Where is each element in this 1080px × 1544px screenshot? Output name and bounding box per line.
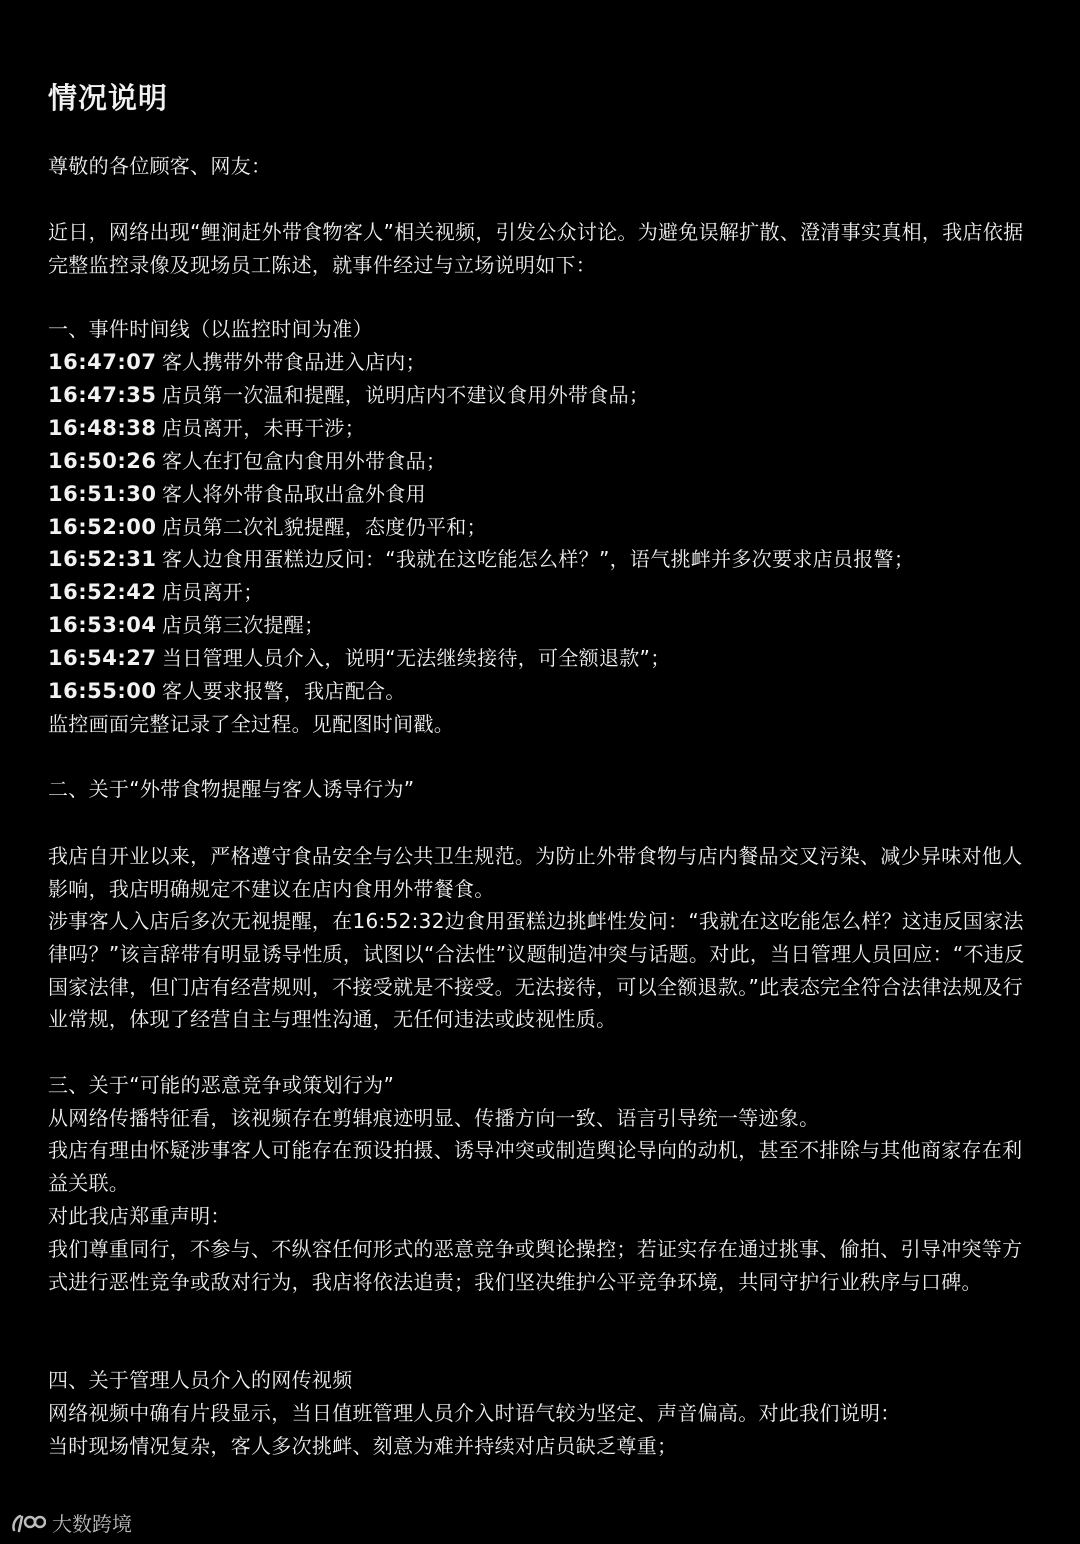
timeline-row (48, 642, 671, 675)
document-title: 情况说明 (48, 81, 169, 115)
section3-paragraph-2: 我店有理由怀疑涉事客人可能存在预设拍摄、诱导冲突或制造舆论导向的动机，甚至不排除与其他商家存在利益关联。 (48, 1138, 1023, 1195)
timeline-row (48, 675, 406, 708)
timeline-row (48, 543, 914, 576)
timeline-row (48, 511, 487, 544)
section1-heading: 一、事件时间线（以监控时间为准） (48, 317, 373, 341)
timeline-time: 16:48:38 (48, 415, 157, 440)
timeline-text: 店员第一次温和提醒，说明店内不建议食用外带食品； (162, 382, 650, 407)
section3-paragraph-4: 我们尊重同行，不参与、不纵容任何形式的恶意竞争或舆论操控；若证实存在通过挑事、偷拍、引导冲突等方式进行恶性竞争或敌对行为，我店将依法追责；我们坚决维护公平竞争环境，共同守护行业秩序与口碑。 (48, 1237, 1023, 1294)
timeline-time: 16:52:00 (48, 514, 157, 539)
timeline-text: 客人边食用蛋糕边反问：“我就在这吃能怎么样？”，语气挑衅并多次要求店员报警； (162, 547, 915, 572)
timeline-row (48, 609, 324, 642)
timeline-text: 客人将外带食品取出盒外食用 (162, 481, 426, 506)
timeline-footer: 监控画面完整记录了全过程。见配图时间戳。 (48, 712, 454, 736)
timeline-row (48, 379, 649, 412)
section4-paragraph-2: 当时现场情况复杂，客人多次挑衅、刻意为难并持续对店员缺乏尊重； (48, 1434, 678, 1458)
timeline-time: 16:51:30 (48, 481, 157, 506)
watermark (10, 1508, 132, 1537)
timeline-row (48, 412, 365, 445)
timeline-text: 店员离开； (162, 580, 264, 605)
timeline-time: 16:54:27 (48, 646, 157, 671)
timeline-time: 16:55:00 (48, 679, 157, 703)
timeline-time: 16:47:07 (48, 350, 157, 374)
greeting: 尊敬的各位顾客、网友： (48, 154, 272, 178)
timeline-row (48, 445, 446, 478)
section4-heading: 四、关于管理人员介入的网传视频 (48, 1368, 353, 1392)
timeline-row (48, 478, 426, 511)
section3-paragraph-1: 从网络传播特征看，该视频存在剪辑痕迹明显、传播方向一致、语言引导统一等迹象。 (48, 1106, 820, 1130)
timeline-text: 客人携带外带食品进入店内； (162, 350, 426, 374)
timeline-time: 16:52:42 (48, 580, 157, 605)
section3-heading: 三、关于“可能的恶意竞争或策划行为” (48, 1073, 395, 1097)
timeline-text: 店员第二次礼貌提醒，态度仍平和； (162, 514, 487, 539)
timeline-time: 16:53:04 (48, 613, 157, 638)
timeline-text: 当日管理人员介入，说明“无法继续接待，可全额退款”； (162, 646, 671, 671)
section2-paragraph-1: 我店自开业以来，严格遵守食品安全与公共卫生规范。为防止外带食物与店内餐品交叉污染、减少异味对他人影响，我店明确规定不建议在店内食用外带餐食。 (48, 844, 1023, 901)
section2-paragraph-2: 涉事客人入店后多次无视提醒，在16:52:32边食用蛋糕边挑衅性发问：“我就在这吃能怎么样？这违反国家法律吗？”该言辞带有明显诱导性质，试图以“合法性”议题制造冲突与话题。对此，当日管理人员回应：“不违反国家法律，但门店有经营规则，不接受就是不接受。无法接待，可以全额退款。”此表态完全符合法律法规及行业常规，体现了经营自主与理性沟通，无任何违法或歧视性质。 (48, 909, 1025, 1032)
timeline-time: 16:50:26 (48, 448, 157, 473)
section3-paragraph-3: 对此我店郑重声明： (48, 1204, 231, 1228)
timeline-text: 客人要求报警，我店配合。 (162, 679, 406, 703)
timeline-row (48, 346, 426, 379)
timeline-text: 店员第三次提醒； (162, 613, 325, 638)
watermark-text: 大数跨境 (52, 1512, 132, 1536)
brand-logo-icon (10, 1510, 46, 1536)
timeline-time: 16:52:31 (48, 547, 157, 572)
timeline-row (48, 576, 264, 609)
timeline-text: 店员离开，未再干涉； (162, 415, 365, 440)
timeline-text: 客人在打包盒内食用外带食品； (162, 448, 447, 473)
section4-paragraph-1: 网络视频中确有片段显示，当日值班管理人员介入时语气较为坚定、声音偏高。对此我们说明： (48, 1401, 901, 1425)
section2-heading: 二、关于“外带食物提醒与客人诱导行为” (48, 777, 415, 801)
intro-paragraph: 近日，网络出现“鲤涧赶外带食物客人”相关视频，引发公众讨论。为避免误解扩散、澄清事实真相，我店依据完整监控录像及现场员工陈述，就事件经过与立场说明如下： (48, 220, 1024, 277)
timeline-time: 16:47:35 (48, 382, 157, 407)
